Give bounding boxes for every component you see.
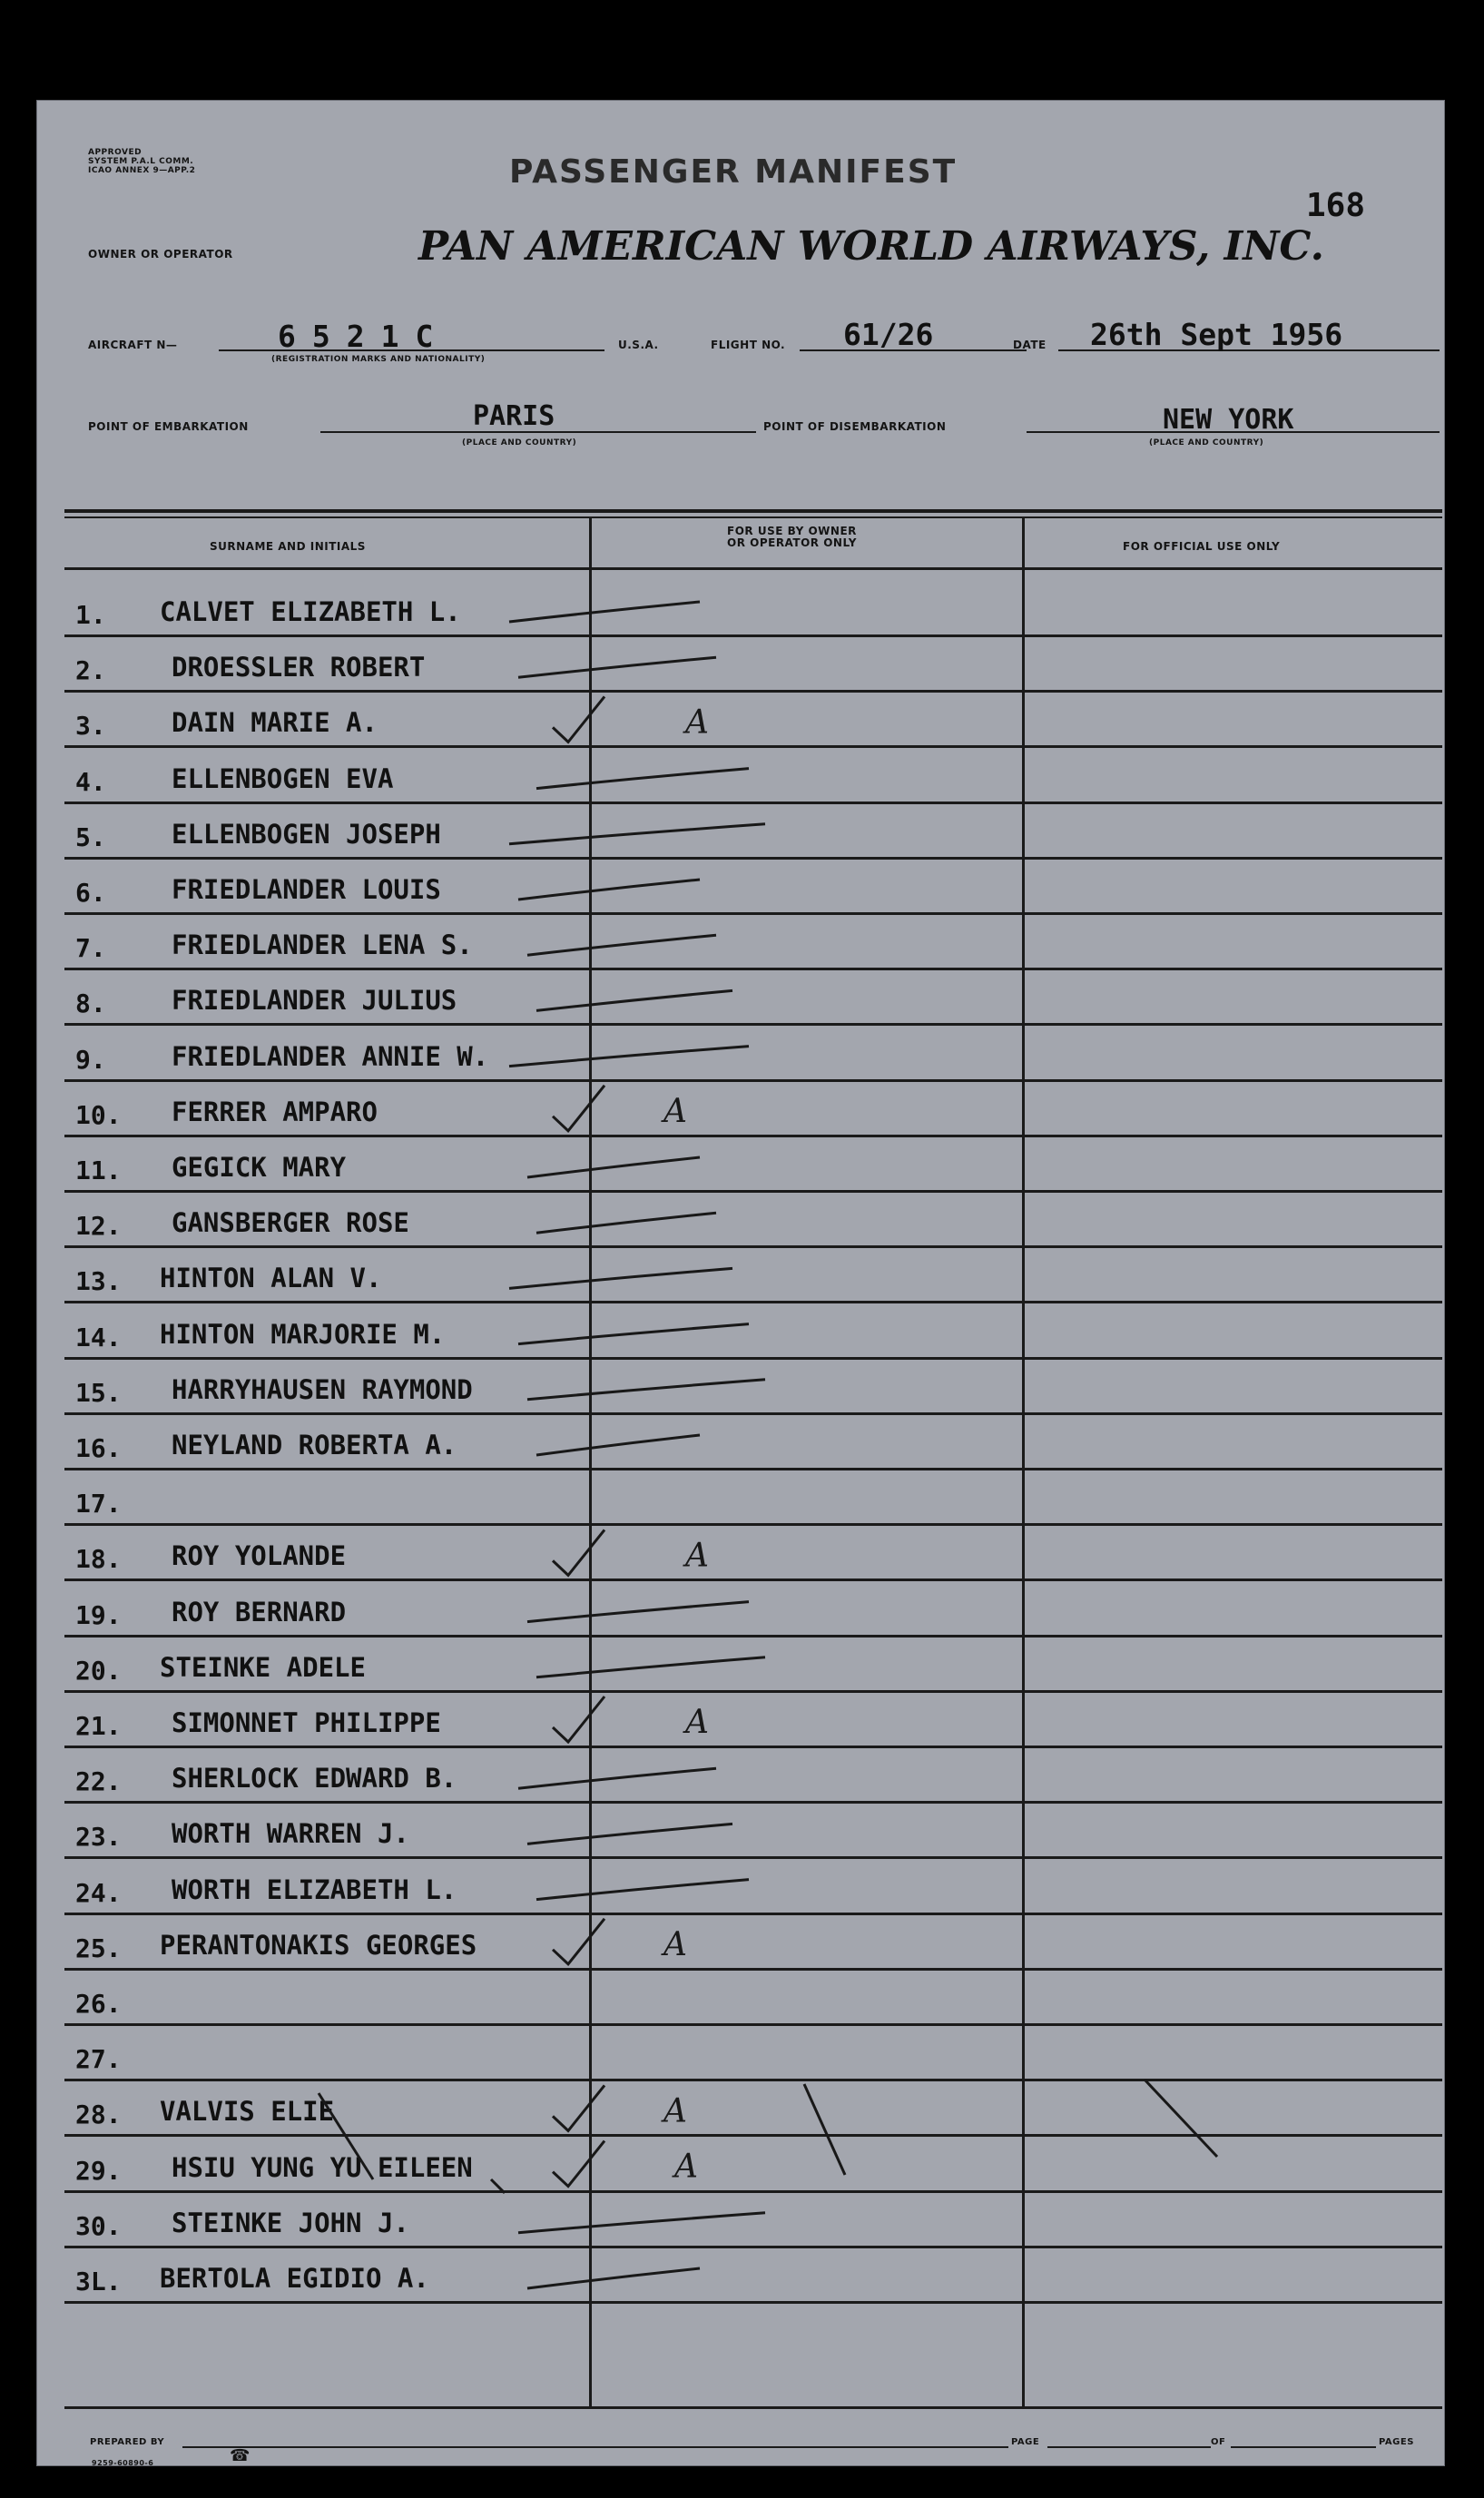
passenger-name: STEINKE ADELE [160,1651,366,1683]
page-underline [1047,2446,1211,2448]
passenger-name: FERRER AMPARO [172,1096,378,1127]
passenger-name: FRIEDLANDER LOUIS [172,874,441,905]
tick-stroke [518,1768,716,1788]
tick-stroke [536,769,749,789]
annotation-a-mark: A [663,1925,687,1963]
passenger-name: HINTON MARJORIE M. [160,1318,446,1350]
tick-stroke [509,1268,732,1288]
tick-stroke [518,657,716,677]
embark-label: POINT OF EMBARKATION [88,420,249,433]
form-title: PASSENGER MANIFEST [509,153,958,191]
tick-stroke [527,1157,700,1177]
passenger-name: WORTH ELIZABETH L. [172,1874,457,1905]
strike-mark [491,2179,505,2193]
passenger-name: ELLENBOGEN JOSEPH [172,818,441,850]
passenger-name: PERANTONAKIS GEORGES [160,1929,477,1961]
table-bottom-rule [64,2406,1442,2409]
page-label: PAGE [1011,2437,1040,2447]
tick-stroke [518,1324,749,1344]
checkmark-icon [553,1919,604,1964]
page-number: 168 [1306,187,1366,224]
manifest-sheet [36,100,1445,2466]
approval-line: SYSTEM P.A.L COMM. [88,157,194,166]
row-number: 30. [75,2210,122,2241]
row-number: 21. [75,1711,122,1741]
approval-line: ICAO ANNEX 9—APP.2 [88,166,196,175]
tick-stroke [536,1657,765,1677]
passenger-name: SHERLOCK EDWARD B. [172,1763,457,1795]
approval-line: APPROVED [88,148,143,157]
prepared-by-label: PREPARED BY [90,2437,165,2447]
row-number: 1. [75,600,106,630]
strike-mark [804,2084,845,2175]
passenger-name: BERTOLA EGIDIO A. [160,2263,429,2294]
row-number: 25. [75,1933,122,1963]
row-number: 29. [75,2155,122,2186]
embark-value: PARIS [473,400,555,432]
row-number: 17. [75,1489,122,1519]
annotation-a-mark: A [685,1537,709,1575]
passenger-name: ELLENBOGEN EVA [172,762,394,794]
passenger-name: ROY BERNARD [172,1596,347,1628]
disembark-caption: (PLACE AND COUNTRY) [1149,438,1264,447]
of-underline [1231,2446,1376,2448]
strike-mark [1145,2080,1217,2157]
date-label: DATE [1013,339,1047,351]
passenger-name: CALVET ELIZABETH L. [160,596,461,627]
col-names-header: SURNAME AND INITIALS [210,540,366,553]
col-owner-header-line: FOR USE BY OWNER [727,525,857,537]
passenger-name: DROESSLER ROBERT [172,652,426,684]
tick-stroke [536,1435,700,1455]
tick-stroke [536,1213,716,1233]
checkmark-icon [553,2085,604,2130]
owner-label: OWNER OR OPERATOR [88,248,233,261]
pages-label: PAGES [1379,2437,1414,2447]
passenger-name: HSIU YUNG YU EILEEN [172,2151,473,2183]
row-number: 13. [75,1266,122,1297]
annotation-a-mark: A [685,1704,709,1741]
disembark-label: POINT OF DISEMBARKATION [763,420,947,433]
passenger-name: SIMONNET PHILIPPE [172,1707,441,1738]
row-number: 7. [75,933,106,964]
annotation-a-mark: A [663,2092,687,2130]
tick-stroke [518,2213,765,2233]
row-number: 9. [75,1044,106,1075]
passenger-name: HARRYHAUSEN RAYMOND [172,1373,473,1405]
passenger-name: DAIN MARIE A. [172,707,378,739]
row-number: 16. [75,1433,122,1463]
tick-stroke [518,880,700,900]
row-number: 26. [75,1989,122,2019]
passenger-name: WORTH WARREN J. [172,1818,409,1850]
country-label: U.S.A. [618,339,659,351]
strike-mark [319,2093,373,2179]
date-value: 26th Sept 1956 [1090,317,1343,352]
tick-stroke [527,1380,765,1400]
handwritten-checkmarks [37,101,1444,2465]
passenger-name: GEGICK MARY [172,1152,347,1183]
row-number: 11. [75,1156,122,1185]
tick-stroke [536,990,732,1010]
tick-stroke [527,935,716,955]
embark-caption: (PLACE AND COUNTRY) [462,438,577,447]
row-number: 20. [75,1655,122,1686]
tick-stroke [509,1047,749,1067]
aircraft-caption: (REGISTRATION MARKS AND NATIONALITY) [271,355,486,364]
aircraft-label: AIRCRAFT N— [88,339,178,351]
flight-value: 61/26 [843,317,934,352]
row-number: 14. [75,1322,122,1352]
row-number: 3. [75,711,106,742]
row-number: 18. [75,1544,122,1575]
annotation-a-mark: A [685,703,709,742]
annotation-a-mark: A [663,1092,687,1130]
tick-stroke [536,1880,749,1900]
passenger-name: NEYLAND ROBERTA A. [172,1430,457,1460]
checkmark-icon [553,696,604,742]
passenger-name: HINTON ALAN V. [160,1263,382,1294]
checkmark-icon [553,1086,604,1131]
row-number: 12. [75,1211,122,1242]
flight-label: FLIGHT NO. [711,339,786,351]
row-number: 27. [75,2044,122,2075]
aircraft-value: 6521C [278,319,450,354]
operator-name: PAN AMERICAN WORLD AIRWAYS, INC. [418,223,1324,270]
row-number: 6. [75,878,106,908]
row-number: 19. [75,1599,122,1630]
tick-stroke [509,602,700,622]
row-number: 22. [75,1766,122,1797]
form-code: 9259-60890-6 [92,2459,154,2467]
passenger-name: ROY YOLANDE [172,1540,347,1572]
checkmark-icon [553,2141,604,2187]
row-number: 10. [75,1099,122,1130]
passenger-name: FRIEDLANDER ANNIE W. [172,1040,489,1072]
printer-mark-icon: ☎ [230,2446,251,2465]
row-number: 4. [75,766,106,797]
checkmark-icon [553,1696,604,1742]
tick-stroke [527,1824,732,1844]
col-official-header: FOR OFFICIAL USE ONLY [1123,540,1281,553]
passenger-name: GANSBERGER ROSE [172,1207,409,1239]
row-number: 23. [75,1822,122,1853]
row-number: 24. [75,1877,122,1908]
passenger-name: STEINKE JOHN J. [172,2207,409,2238]
annotation-a-mark: A [674,2148,698,2186]
row-number: 5. [75,821,106,852]
tick-stroke [527,1602,749,1622]
passenger-name: VALVIS ELIE [160,2096,335,2128]
row-number: 3L. [75,2267,122,2296]
col-owner-header-line: OR OPERATOR ONLY [727,536,857,549]
passenger-name: FRIEDLANDER JULIUS [172,985,457,1017]
row-number: 8. [75,988,106,1019]
of-label: OF [1211,2437,1226,2447]
checkmark-icon [553,1529,604,1575]
passenger-name: FRIEDLANDER LENA S. [172,929,473,961]
prepared-by-underline [182,2446,1008,2448]
row-number: 28. [75,2100,122,2130]
disembark-value: NEW YORK [1163,404,1294,436]
tick-stroke [527,2268,700,2288]
tick-stroke [509,824,765,844]
row-number: 15. [75,1377,122,1408]
row-number: 2. [75,655,106,686]
